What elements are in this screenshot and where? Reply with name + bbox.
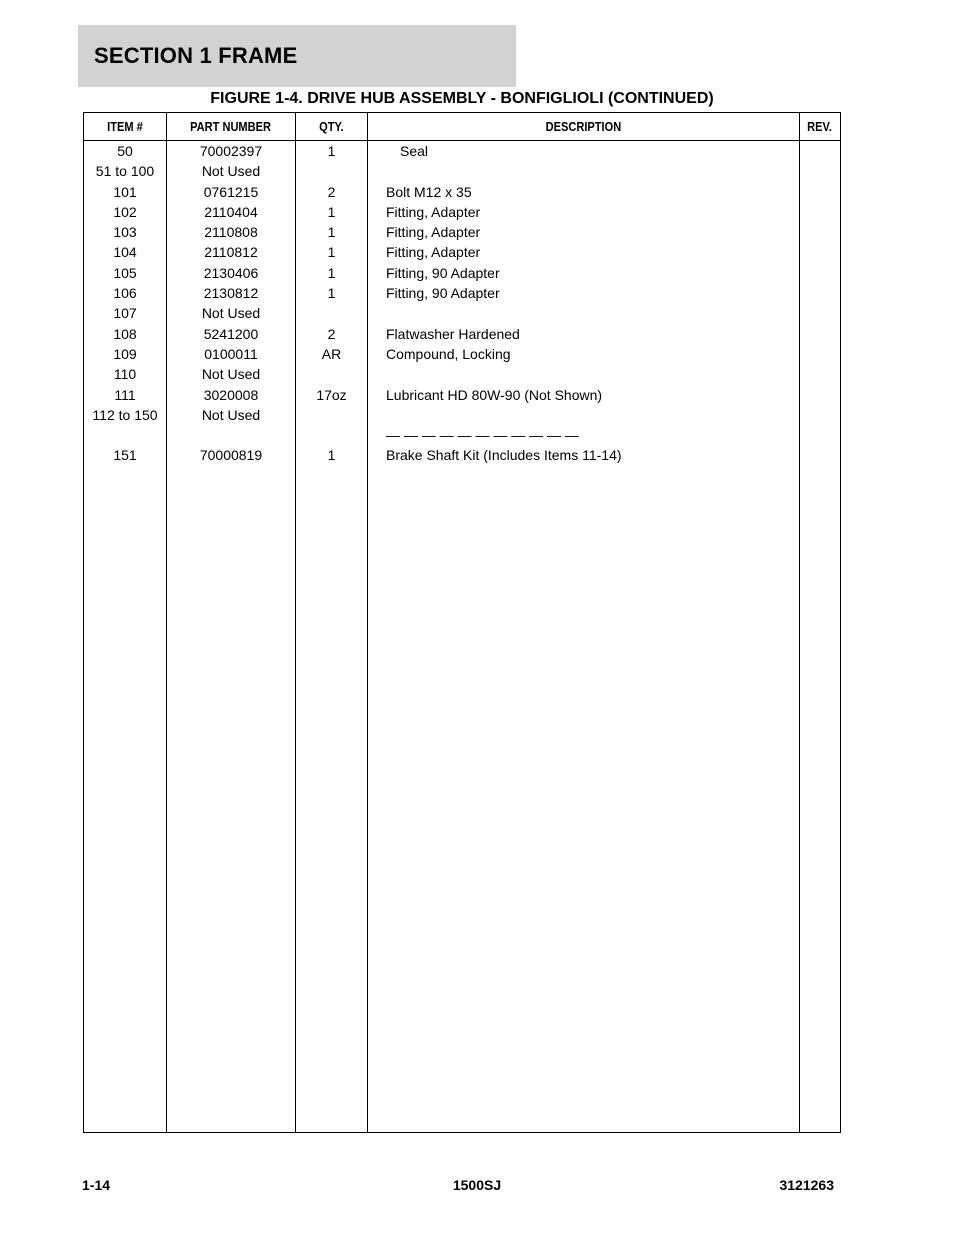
cell-item-number: 103 bbox=[113, 224, 137, 241]
cell-part-number: 2110812 bbox=[204, 244, 258, 261]
cell-item-number: 102 bbox=[113, 203, 137, 220]
cell-item-number: 151 bbox=[113, 447, 137, 464]
table-row bbox=[84, 425, 840, 445]
cell-qty: 1 bbox=[327, 447, 336, 464]
cell-qty: 1 bbox=[327, 285, 336, 302]
header-rev: REV. bbox=[807, 119, 833, 134]
page-number: 1-14 bbox=[82, 1177, 111, 1193]
cell-item-number: 101 bbox=[113, 183, 137, 200]
table-row bbox=[84, 161, 840, 181]
table-row bbox=[84, 344, 840, 364]
section-title: SECTION 1 FRAME bbox=[94, 43, 298, 68]
cell-part-number: 5241200 bbox=[203, 325, 259, 342]
table-row bbox=[84, 364, 840, 384]
cell-description: Flatwasher Hardened bbox=[386, 325, 520, 342]
cell-description: Fitting, Adapter bbox=[386, 203, 481, 220]
cell-description: Brake Shaft Kit (Includes Items 11-14) bbox=[386, 447, 622, 464]
cell-part-number: 70002397 bbox=[199, 143, 263, 159]
header-part-number: PART NUMBER bbox=[190, 119, 272, 134]
table-row bbox=[84, 385, 840, 405]
table-row bbox=[84, 405, 840, 425]
cell-description: Compound, Locking bbox=[386, 345, 511, 362]
cell-part-number: Not Used bbox=[201, 163, 261, 180]
cell-part-number: 70000819 bbox=[199, 447, 263, 464]
table-body bbox=[84, 141, 840, 466]
cell-qty: 2 bbox=[327, 325, 336, 342]
cell-description: Fitting, Adapter bbox=[386, 244, 481, 261]
cell-item-number: 107 bbox=[113, 305, 137, 322]
cell-item-number: 112 to 150 bbox=[92, 406, 158, 423]
table-row bbox=[84, 222, 840, 242]
table-row bbox=[84, 283, 840, 303]
cell-part-number: 0761215 bbox=[203, 183, 259, 200]
parts-table bbox=[83, 112, 841, 1133]
table-row bbox=[84, 324, 840, 344]
header-item: ITEM # bbox=[107, 119, 143, 134]
header-qty: QTY. bbox=[319, 119, 344, 134]
cell-description: Bolt M12 x 35 bbox=[386, 183, 472, 200]
table-row bbox=[84, 303, 840, 323]
cell-description: Fitting, 90 Adapter bbox=[386, 264, 500, 281]
cell-qty: 1 bbox=[327, 143, 336, 159]
cell-description: Lubricant HD 80W-90 (Not Shown) bbox=[386, 386, 603, 403]
page-footer bbox=[0, 1177, 954, 1195]
cell-part-number: 2130406 bbox=[203, 264, 259, 281]
table-row bbox=[84, 202, 840, 222]
cell-qty: 2 bbox=[327, 183, 336, 200]
cell-item-number: 106 bbox=[113, 285, 137, 302]
cell-description: Seal bbox=[400, 143, 429, 159]
cell-description: Fitting, 90 Adapter bbox=[386, 285, 500, 302]
cell-part-number: 2110808 bbox=[204, 224, 258, 241]
section-header bbox=[78, 25, 516, 87]
cell-part-number: Not Used bbox=[201, 366, 261, 383]
cell-item-number: 108 bbox=[113, 325, 137, 342]
cell-item-number: 105 bbox=[113, 264, 137, 281]
cell-part-number: 2130812 bbox=[203, 285, 259, 302]
cell-qty: 17oz bbox=[316, 386, 347, 403]
cell-item-number: 51 to 100 bbox=[95, 163, 155, 180]
cell-qty: 1 bbox=[327, 224, 336, 241]
cell-description: — — — — — — — — — — — bbox=[386, 427, 579, 444]
cell-item-number: 109 bbox=[113, 345, 137, 362]
cell-part-number: 3020008 bbox=[203, 386, 259, 403]
cell-item-number: 110 bbox=[113, 366, 137, 383]
table-row bbox=[84, 263, 840, 283]
cell-description: Fitting, Adapter bbox=[386, 224, 481, 241]
cell-part-number: Not Used bbox=[201, 305, 261, 322]
cell-qty: 1 bbox=[327, 264, 336, 281]
table-row bbox=[84, 242, 840, 262]
cell-part-number: 0100011 bbox=[204, 345, 258, 362]
cell-qty: AR bbox=[321, 345, 342, 362]
figure-title: FIGURE 1-4. DRIVE HUB ASSEMBLY - BONFIGLIOLI (CONTINUED) bbox=[210, 90, 714, 107]
table-row bbox=[84, 445, 840, 465]
cell-part-number: 2110404 bbox=[204, 203, 258, 220]
cell-qty: 1 bbox=[327, 244, 336, 261]
table-row bbox=[84, 182, 840, 202]
cell-item-number: 104 bbox=[113, 244, 137, 261]
document-number: 3121263 bbox=[779, 1177, 834, 1193]
cell-qty: 1 bbox=[327, 203, 336, 220]
model-name: 1500SJ bbox=[452, 1177, 502, 1193]
cell-item-number: 111 bbox=[114, 386, 136, 403]
table-row bbox=[84, 141, 840, 161]
cell-item-number: 50 bbox=[117, 143, 133, 159]
header-description: DESCRIPTION bbox=[545, 119, 622, 134]
cell-part-number: Not Used bbox=[201, 406, 261, 423]
